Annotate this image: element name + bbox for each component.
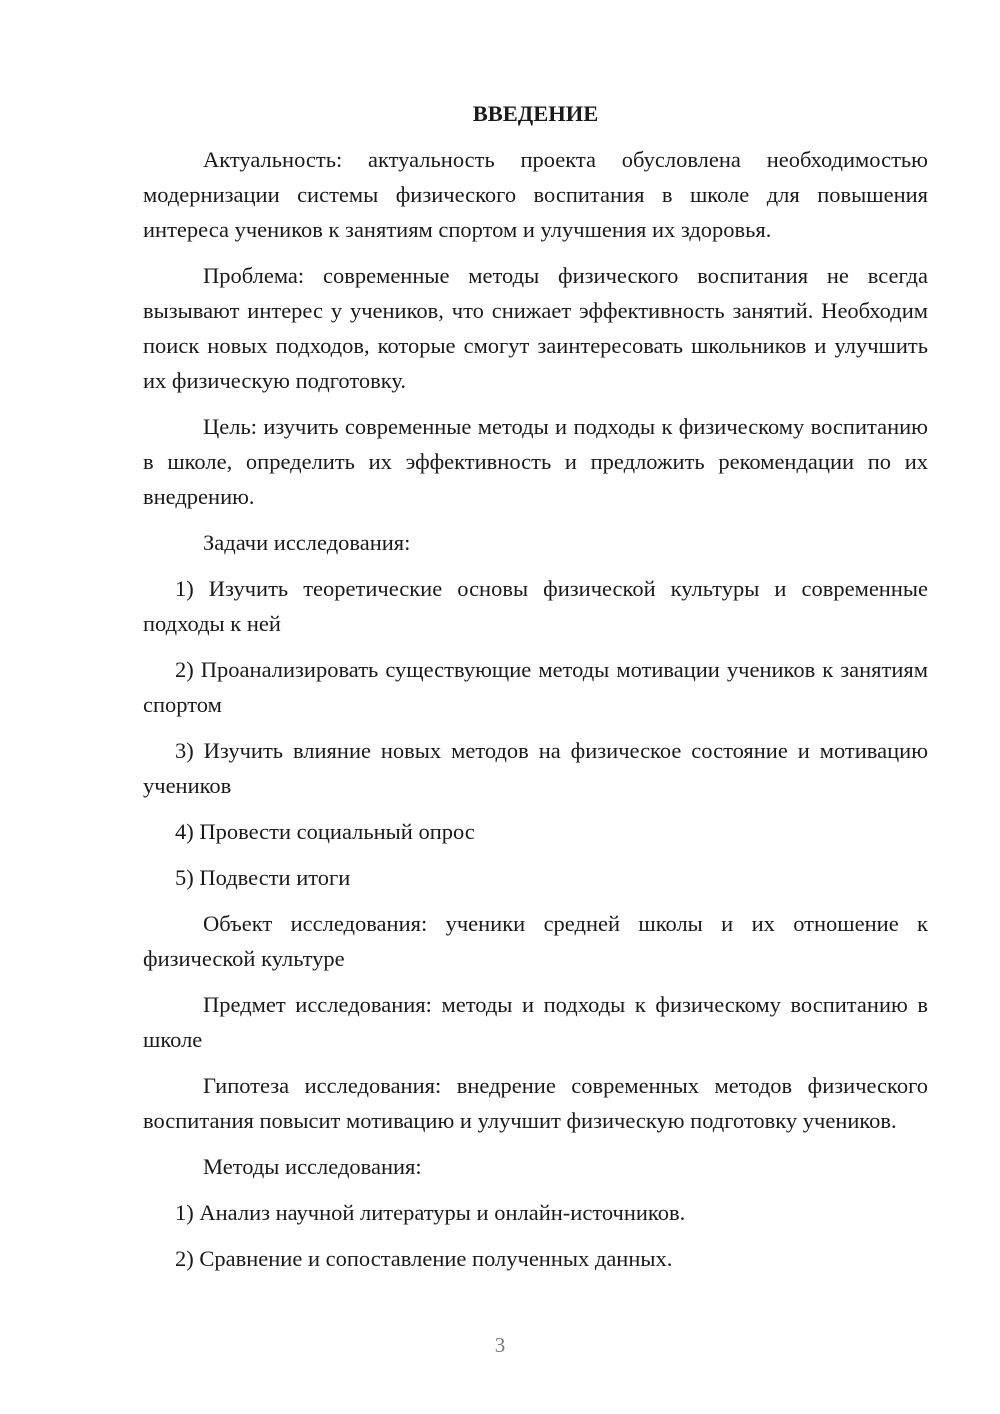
task-item-4: 4) Провести социальный опрос	[175, 819, 475, 844]
task-item-5: 5) Подвести итоги	[175, 865, 351, 890]
methods-heading: Методы исследования:	[203, 1154, 422, 1179]
goal-paragraph: Цель: изучить современные методы и подходы к физическому воспитанию в школе, определить их эффективность и предложить рекомендации по их внедрению.	[143, 414, 928, 509]
page-content	[143, 96, 928, 1287]
problem-paragraph: Проблема: современные методы физического воспитания не всегда вызывают интерес у учеников, что снижает эффективность занятий. Необходим поиск новых подходов, которые смогут заинтересовать школьников и улучшить их физическую подготовку.	[143, 263, 928, 393]
subject-paragraph: Предмет исследования: методы и подходы к физическому воспитанию в школе	[143, 992, 928, 1052]
task-item-3: 3) Изучить влияние новых методов на физическое состояние и мотивацию учеников	[143, 738, 928, 798]
hypothesis-paragraph: Гипотеза исследования: внедрение современных методов физического воспитания повысит мотивацию и улучшит физическую подготовку учеников.	[143, 1073, 928, 1133]
tasks-heading: Задачи исследования:	[203, 530, 411, 555]
relevance-paragraph: Актуальность: актуальность проекта обусловлена необходимостью модернизации системы физического воспитания в школе для повышения интереса учеников к занятиям спортом и улучшения их здоровья.	[143, 147, 928, 242]
task-item-1: 1) Изучить теоретические основы физической культуры и современные подходы к ней	[143, 576, 928, 636]
task-item-2: 2) Проанализировать существующие методы мотивации учеников к занятиям спортом	[143, 657, 928, 717]
method-item-2: 2) Сравнение и сопоставление полученных данных.	[175, 1246, 673, 1271]
object-paragraph: Объект исследования: ученики средней школы и их отношение к физической культуре	[143, 911, 928, 971]
section-title: ВВЕДЕНИЕ	[472, 101, 599, 126]
page-number: 3	[494, 1333, 506, 1357]
method-item-1: 1) Анализ научной литературы и онлайн-источников.	[175, 1200, 686, 1225]
